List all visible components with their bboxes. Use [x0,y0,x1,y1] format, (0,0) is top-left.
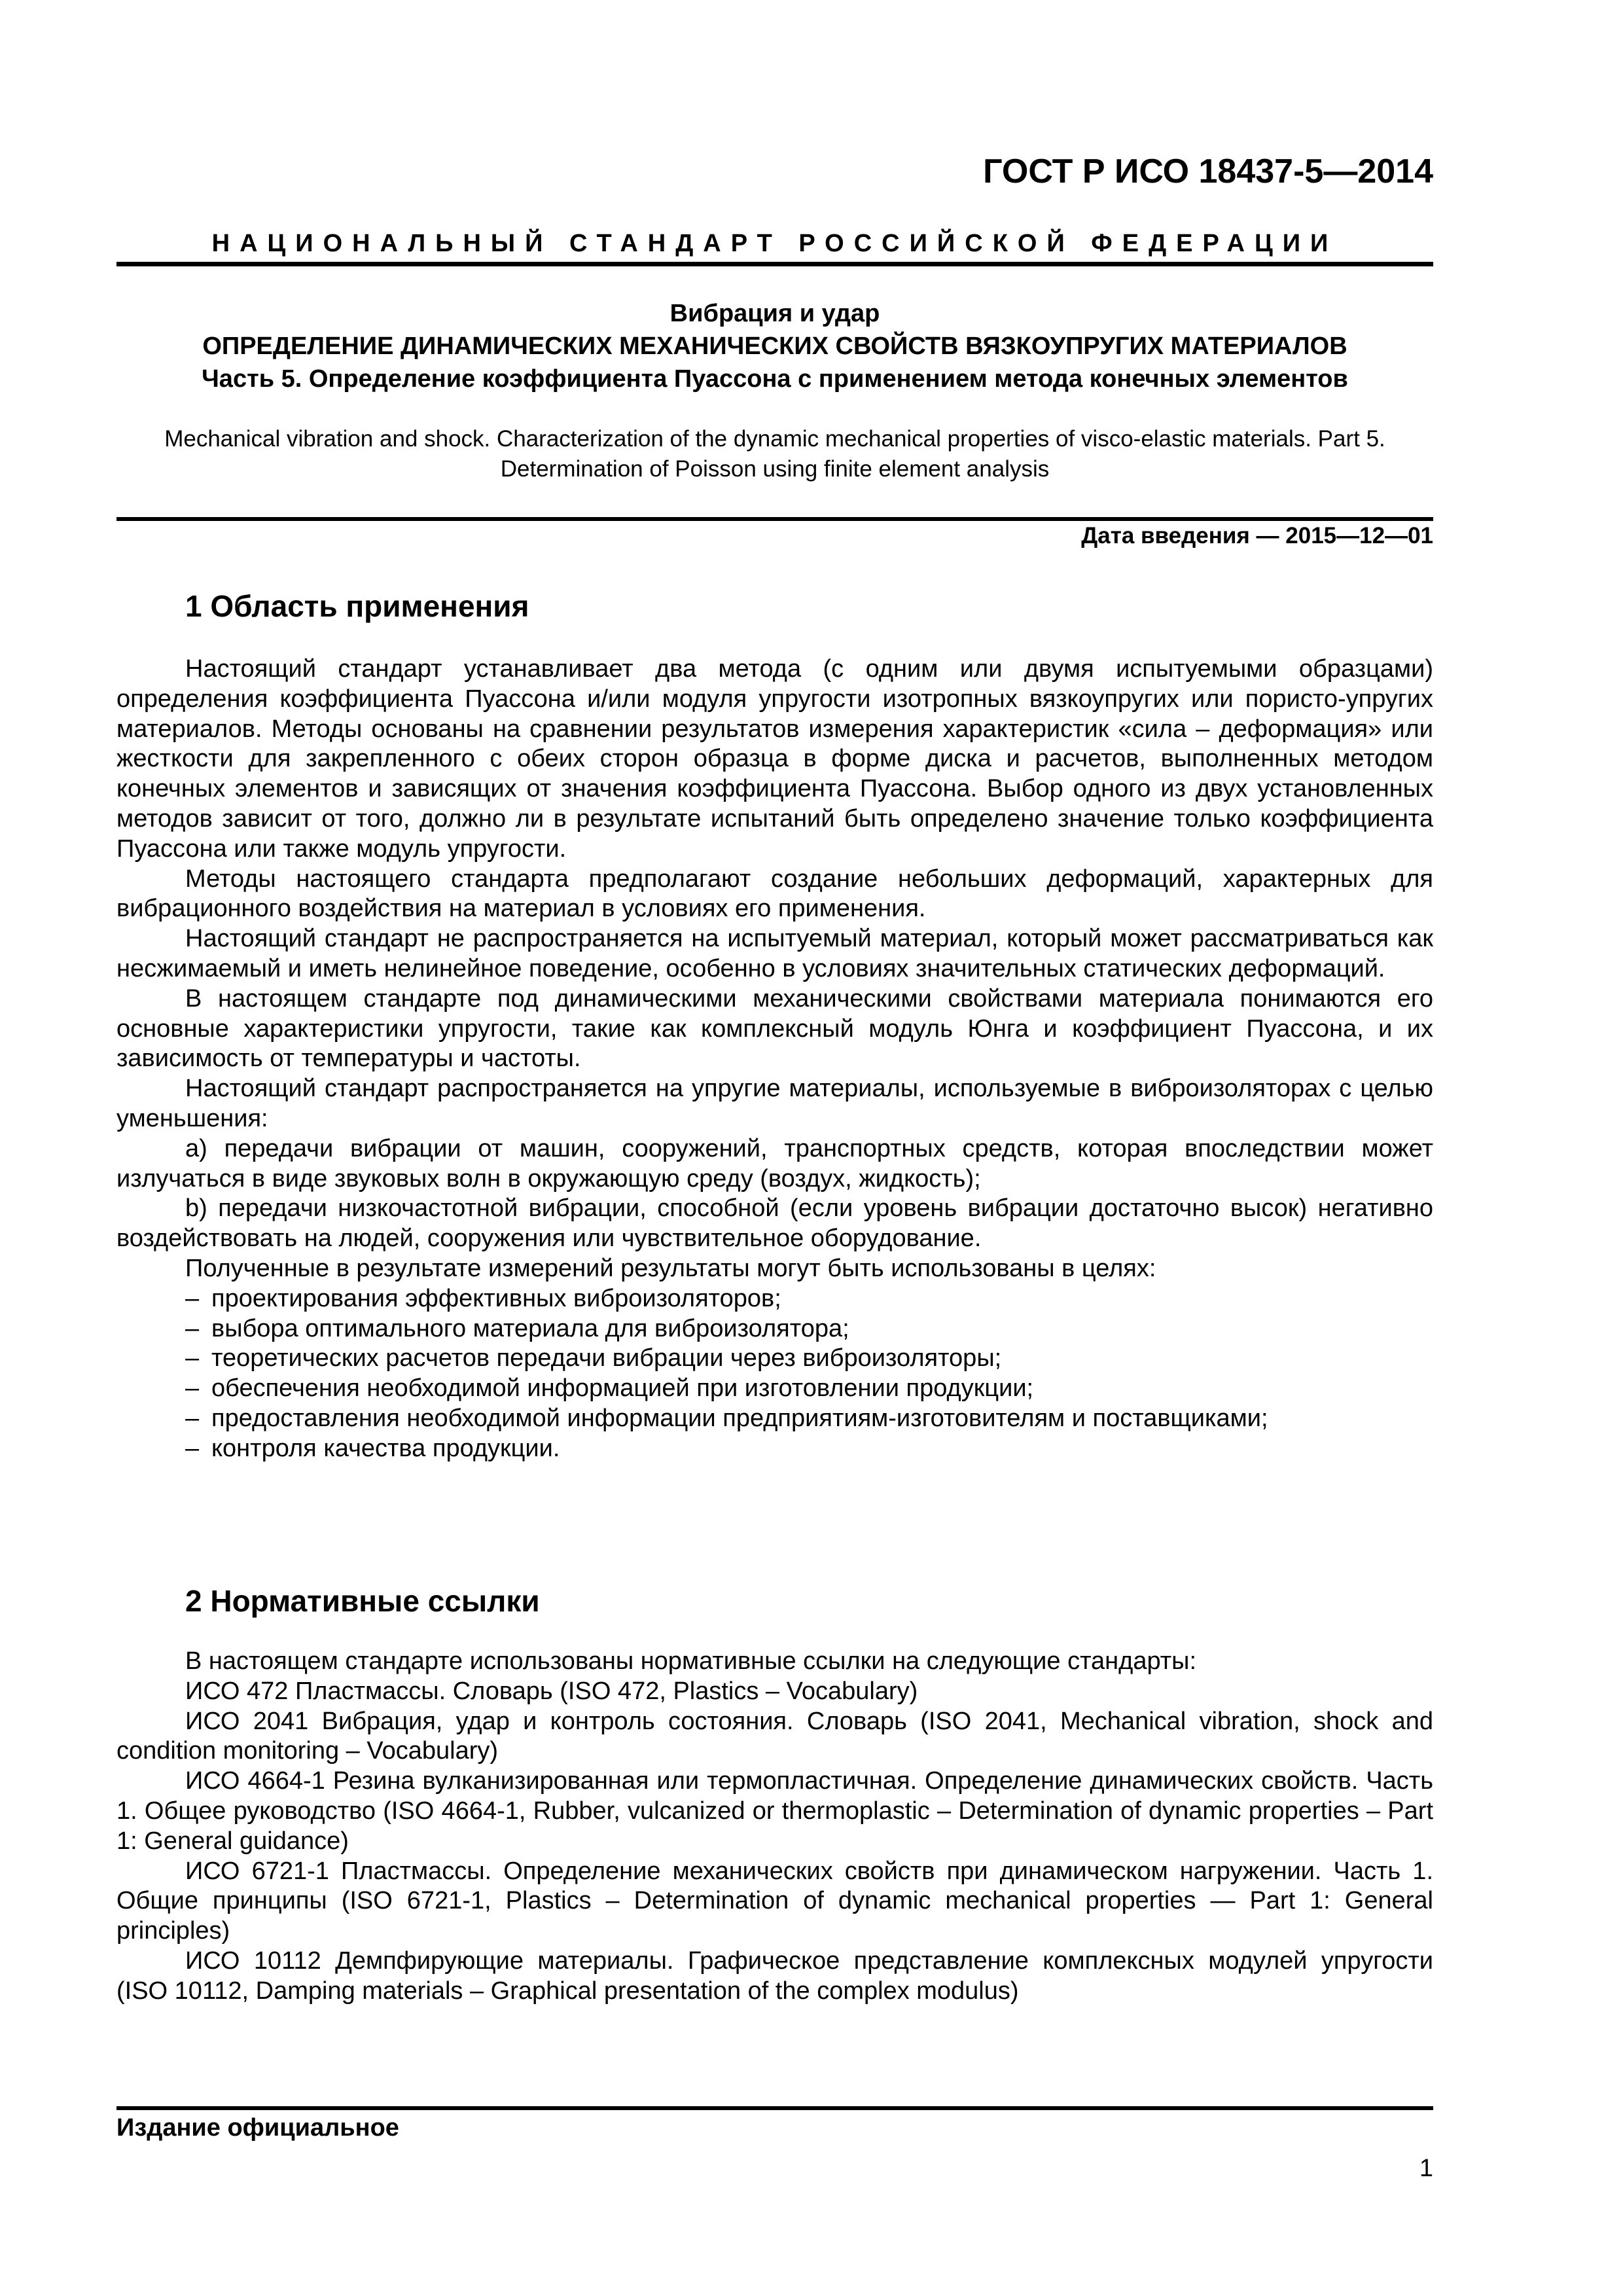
list-item-text: выбора оптимального материала для виброизолятора; [211,1314,849,1342]
list-item [116,1434,1433,1464]
list-item-text: теоретических расчетов передачи вибрации через виброизоляторы; [211,1344,1002,1372]
paragraph-item-b: b) передачи низкочастотной вибрации, способной (если уровень вибрации достаточно высок) негативно воздействовать на людей, сооружения или чувствительное оборудование. [116,1194,1433,1253]
list-item [116,1404,1433,1434]
section-1-body [116,655,1433,1464]
paragraph: В настоящем стандарте под динамическими механическими свойствами материала понимаются его основные характеристики упругости, такие как комплексный модуль Юнга и коэффициент Пуассона, и их зависимость от температуры и частоты. [116,984,1433,1073]
title-line-2: ОПРЕДЕЛЕНИЕ ДИНАМИЧЕСКИХ МЕХАНИЧЕСКИХ СВОЙСТВ ВЯЗКОУПРУГИХ МАТЕРИАЛОВ [202,332,1347,360]
paragraph: Методы настоящего стандарта предполагают создание небольших деформаций, характерных для вибрационного воздействия на материал в условиях его применения. [116,865,1433,923]
dash-marker: – [185,1374,200,1403]
english-title-line-1: Mechanical vibration and shock. Characterization of the dynamic mechanical properties of visco-elastic materials. Part 5. [164,426,1385,452]
paragraph: Полученные в результате измерений результаты могут быть использованы в целях: [185,1254,1156,1282]
title-line-3: Часть 5. Определение коэффициента Пуассона с применением метода конечных элементов [202,365,1348,393]
dash-marker: – [185,1314,200,1342]
reference-iso-2041: ИСО 2041 Вибрация, удар и контроль состояния. Словарь (ISO 2041, Mechanical vibration, shock and condition monitoring – Vocabulary) [116,1707,1433,1765]
section-2-body [116,1647,1433,2007]
paragraph: В настоящем стандарте использованы нормативные ссылки на следующие стандарты: [185,1647,1197,1675]
standard-number: ГОСТ Р ИСО 18437-5—2014 [983,152,1433,190]
paragraph: Настоящий стандарт устанавливает два метода (с одним или двумя испытуемыми образцами) определения коэффициента Пуассона и/или модуля упругости изотропных вязкоупругих или пористо-упругих материалов. Методы основаны на сравнении результатов измерения характеристик «сила – деформация» или жесткости для закрепленного с обеих сторон образца в форме диска и расчетов, выполненных методом конечных элементов и зависящих от значения коэффициента Пуассона. Выбор одного из двух установленных методов зависит от того, должно ли в результате испытаний быть определено значение только коэффициента Пуассона или также модуль упругости. [116,655,1433,863]
paragraph-item-a: а) передачи вибрации от машин, сооружений, транспортных средств, которая впоследствии может излучаться в виде звуковых волн в окружающую среду (воздух, жидкость); [116,1134,1433,1193]
section-1-heading: 1 Область применения [185,589,529,623]
paragraph: Настоящий стандарт распространяется на упругие материалы, используемые в виброизоляторах с целью уменьшения: [116,1075,1433,1132]
reference-iso-6721-1: ИСО 6721-1 Пластмассы. Определение механических свойств при динамическом нагружении. Часть 1. Общие принципы (ISO 6721-1, Plastics – Determination of dynamic mechanical properties — Part 1: General principles) [116,1857,1433,1945]
list-item [116,1314,1433,1344]
introduction-date: Дата введения — 2015—12—01 [1081,523,1433,548]
dash-marker: – [185,1404,200,1432]
list-item-text: проектирования эффективных виброизоляторов; [211,1284,781,1312]
list-item-text: предоставления необходимой информации предприятиям-изготовителям и поставщиками; [211,1404,1268,1432]
list-item-text: контроля качества продукции. [211,1434,560,1462]
title-line-1: Вибрация и удар [669,300,880,327]
dash-marker: – [185,1284,200,1312]
reference-iso-10112: ИСО 10112 Демпфирующие материалы. Графическое представление комплексных модулей упругости (ISO 10112, Damping materials – Graphical presentation of the complex modulus) [116,1946,1433,2005]
paragraph: Настоящий стандарт не распространяется на испытуемый материал, который может рассматриваться как несжимаемый и иметь нелинейное поведение, особенно в условиях значительных статических деформаций. [116,925,1433,982]
edition-label: Издание официальное [116,2114,399,2142]
reference-iso-4664-1: ИСО 4664-1 Резина вулканизированная или термопластичная. Определение динамических свойств. Часть 1. Общее руководство (ISO 4664-1, Rubber, vulcanized or thermoplastic – Determination of dynamic properties – Part 1: General guidance) [116,1767,1433,1855]
footer-divider [116,2106,1433,2110]
dash-marker: – [185,1344,200,1372]
page-number: 1 [1419,2155,1433,2182]
reference-iso-472: ИСО 472 Пластмассы. Словарь (ISO 472, Plastics – Vocabulary) [185,1677,918,1705]
list-item-text: обеспечения необходимой информацией при изготовлении продукции; [211,1374,1034,1403]
national-standard-banner: НАЦИОНАЛЬНЫЙ СТАНДАРТ РОССИЙСКОЙ ФЕДЕРАЦИИ [211,230,1338,257]
top-divider [116,262,1433,266]
list-item [116,1374,1433,1404]
section-2-heading: 2 Нормативные ссылки [185,1584,540,1618]
dash-marker: – [185,1434,200,1462]
list-item [116,1284,1433,1314]
english-title-line-2: Determination of Poisson using finite element analysis [500,456,1050,482]
list-item [116,1344,1433,1374]
